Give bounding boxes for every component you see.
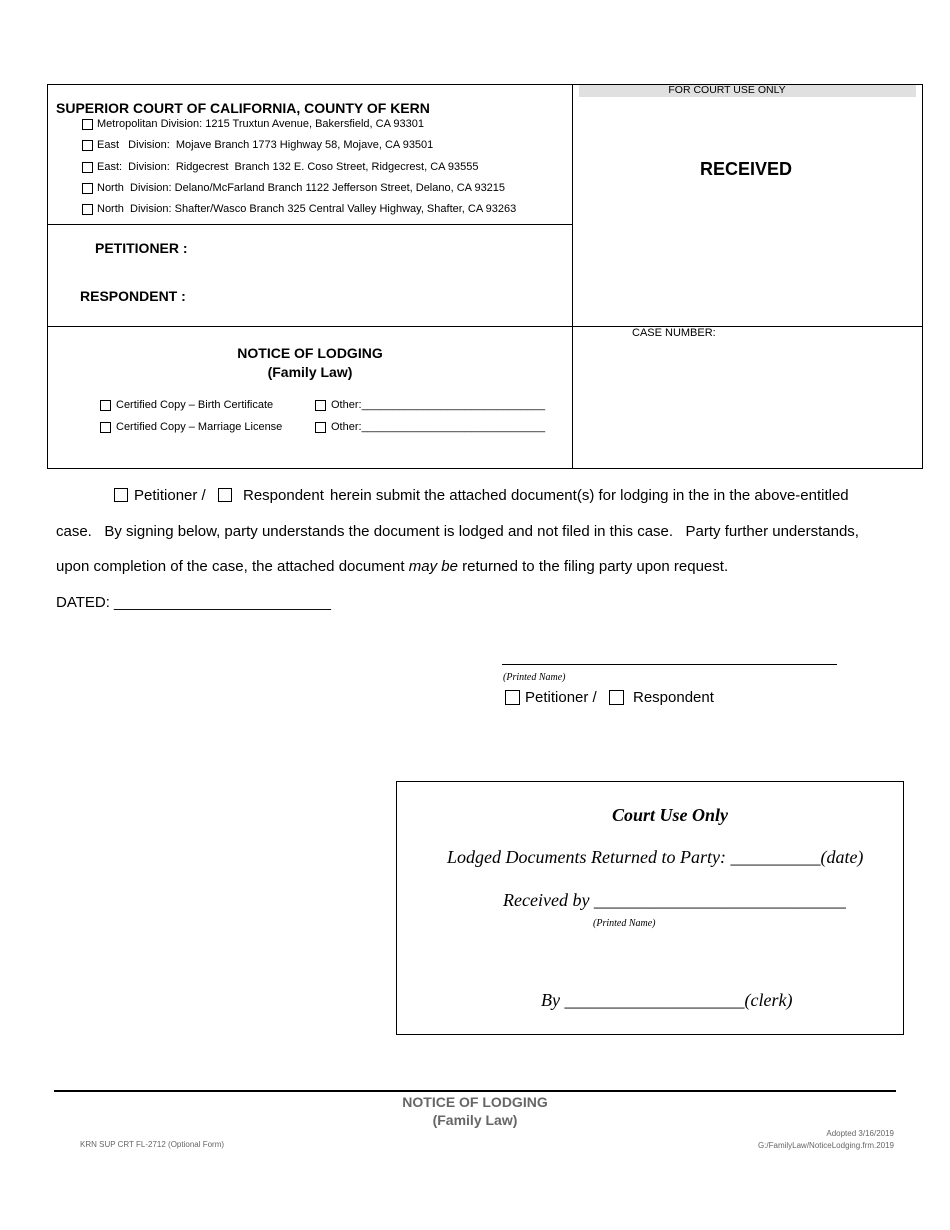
notice-subtitle: (Family Law) — [267, 364, 353, 380]
notice-title: NOTICE OF LODGING — [237, 345, 383, 361]
signature-printed-name-caption: (Printed Name) — [503, 672, 566, 683]
birth-certificate-checkbox[interactable] — [100, 400, 111, 411]
returned-to-party-field[interactable]: Lodged Documents Returned to Party: __________(date) — [447, 847, 864, 867]
footer-rule — [54, 1090, 896, 1092]
other-checkbox-1[interactable] — [315, 400, 326, 411]
statement-respondent-checkbox[interactable] — [218, 488, 232, 502]
birth-certificate-label: Certified Copy – Birth Certificate — [116, 399, 274, 411]
division-label-shafter: North Division: Shafter/Wasco Branch 325 Central Valley Highway, Shafter, CA 93263 — [97, 203, 517, 215]
statement-respondent-label: Respondent — [243, 487, 324, 504]
division-checkbox-delano[interactable] — [82, 183, 93, 194]
statement-line-3-a: upon completion of the case, the attached document — [56, 558, 409, 575]
footer-adopted: Adopted 3/16/2019 — [826, 1129, 894, 1138]
division-label-metropolitan: Metropolitan Division: 1215 Truxtun Avenue, Bakersfield, CA 93301 — [97, 118, 424, 130]
footer-form-id: KRN SUP CRT FL-2712 (Optional Form) — [80, 1140, 225, 1149]
received-by-printed-name-caption: (Printed Name) — [593, 918, 656, 929]
signature-petitioner-label: Petitioner / — [525, 689, 597, 706]
other-label-2[interactable]: Other:______________________________ — [331, 421, 546, 433]
statement-line-3-b: returned to the filing party upon request. — [457, 558, 729, 575]
other-checkbox-2[interactable] — [315, 422, 326, 433]
statement-line-3-italic: may be — [408, 558, 458, 575]
division-label-ridgecrest: East: Division: Ridgecrest Branch 132 E. Coso Street, Ridgecrest, CA 93555 — [97, 161, 479, 173]
caption-divider-1 — [47, 224, 573, 225]
caption-divider-2 — [47, 326, 923, 327]
caption-divider-vertical — [572, 84, 573, 469]
signature-respondent-label: Respondent — [633, 689, 714, 706]
respondent-label: RESPONDENT : — [80, 288, 186, 304]
division-checkbox-metropolitan[interactable] — [82, 119, 93, 130]
footer-title: NOTICE OF LODGING — [402, 1094, 548, 1110]
signature-respondent-checkbox[interactable] — [609, 690, 624, 705]
marriage-license-checkbox[interactable] — [100, 422, 111, 433]
court-use-only-label: FOR COURT USE ONLY — [668, 84, 786, 96]
signature-line[interactable] — [502, 664, 837, 665]
footer-subtitle: (Family Law) — [432, 1112, 518, 1128]
received-stamp: RECEIVED — [700, 159, 793, 179]
statement-line-2: case. By signing below, party understands the document is lodged and not filed in this case. Party further understands, — [56, 523, 859, 540]
statement-line-3 — [56, 558, 728, 575]
division-checkbox-ridgecrest[interactable] — [82, 162, 93, 173]
division-label-mojave: East Division: Mojave Branch 1773 Highway 58, Mojave, CA 93501 — [97, 139, 434, 151]
petitioner-label: PETITIONER : — [95, 240, 188, 256]
court-title: SUPERIOR COURT OF CALIFORNIA, COUNTY OF KERN — [56, 100, 430, 116]
division-checkbox-shafter[interactable] — [82, 204, 93, 215]
clerk-field[interactable]: By ____________________(clerk) — [541, 990, 793, 1010]
dated-field[interactable]: DATED: __________________________ — [56, 594, 331, 611]
statement-petitioner-checkbox[interactable] — [114, 488, 128, 502]
statement-line-1: herein submit the attached document(s) for lodging in the in the above-entitled — [330, 487, 849, 504]
division-label-delano: North Division: Delano/McFarland Branch 1122 Jefferson Street, Delano, CA 93215 — [97, 182, 506, 194]
division-checkbox-mojave[interactable] — [82, 140, 93, 151]
signature-petitioner-checkbox[interactable] — [505, 690, 520, 705]
statement-petitioner-label: Petitioner / — [134, 487, 206, 504]
other-label-1[interactable]: Other:______________________________ — [331, 399, 546, 411]
court-use-title: Court Use Only — [611, 805, 728, 825]
case-number-label: CASE NUMBER: — [632, 327, 716, 339]
marriage-license-label: Certified Copy – Marriage License — [116, 421, 283, 433]
footer-path: G:/FamilyLaw/NoticeLodging.frm.2019 — [757, 1141, 894, 1150]
received-by-field[interactable]: Received by ____________________________ — [503, 890, 846, 910]
